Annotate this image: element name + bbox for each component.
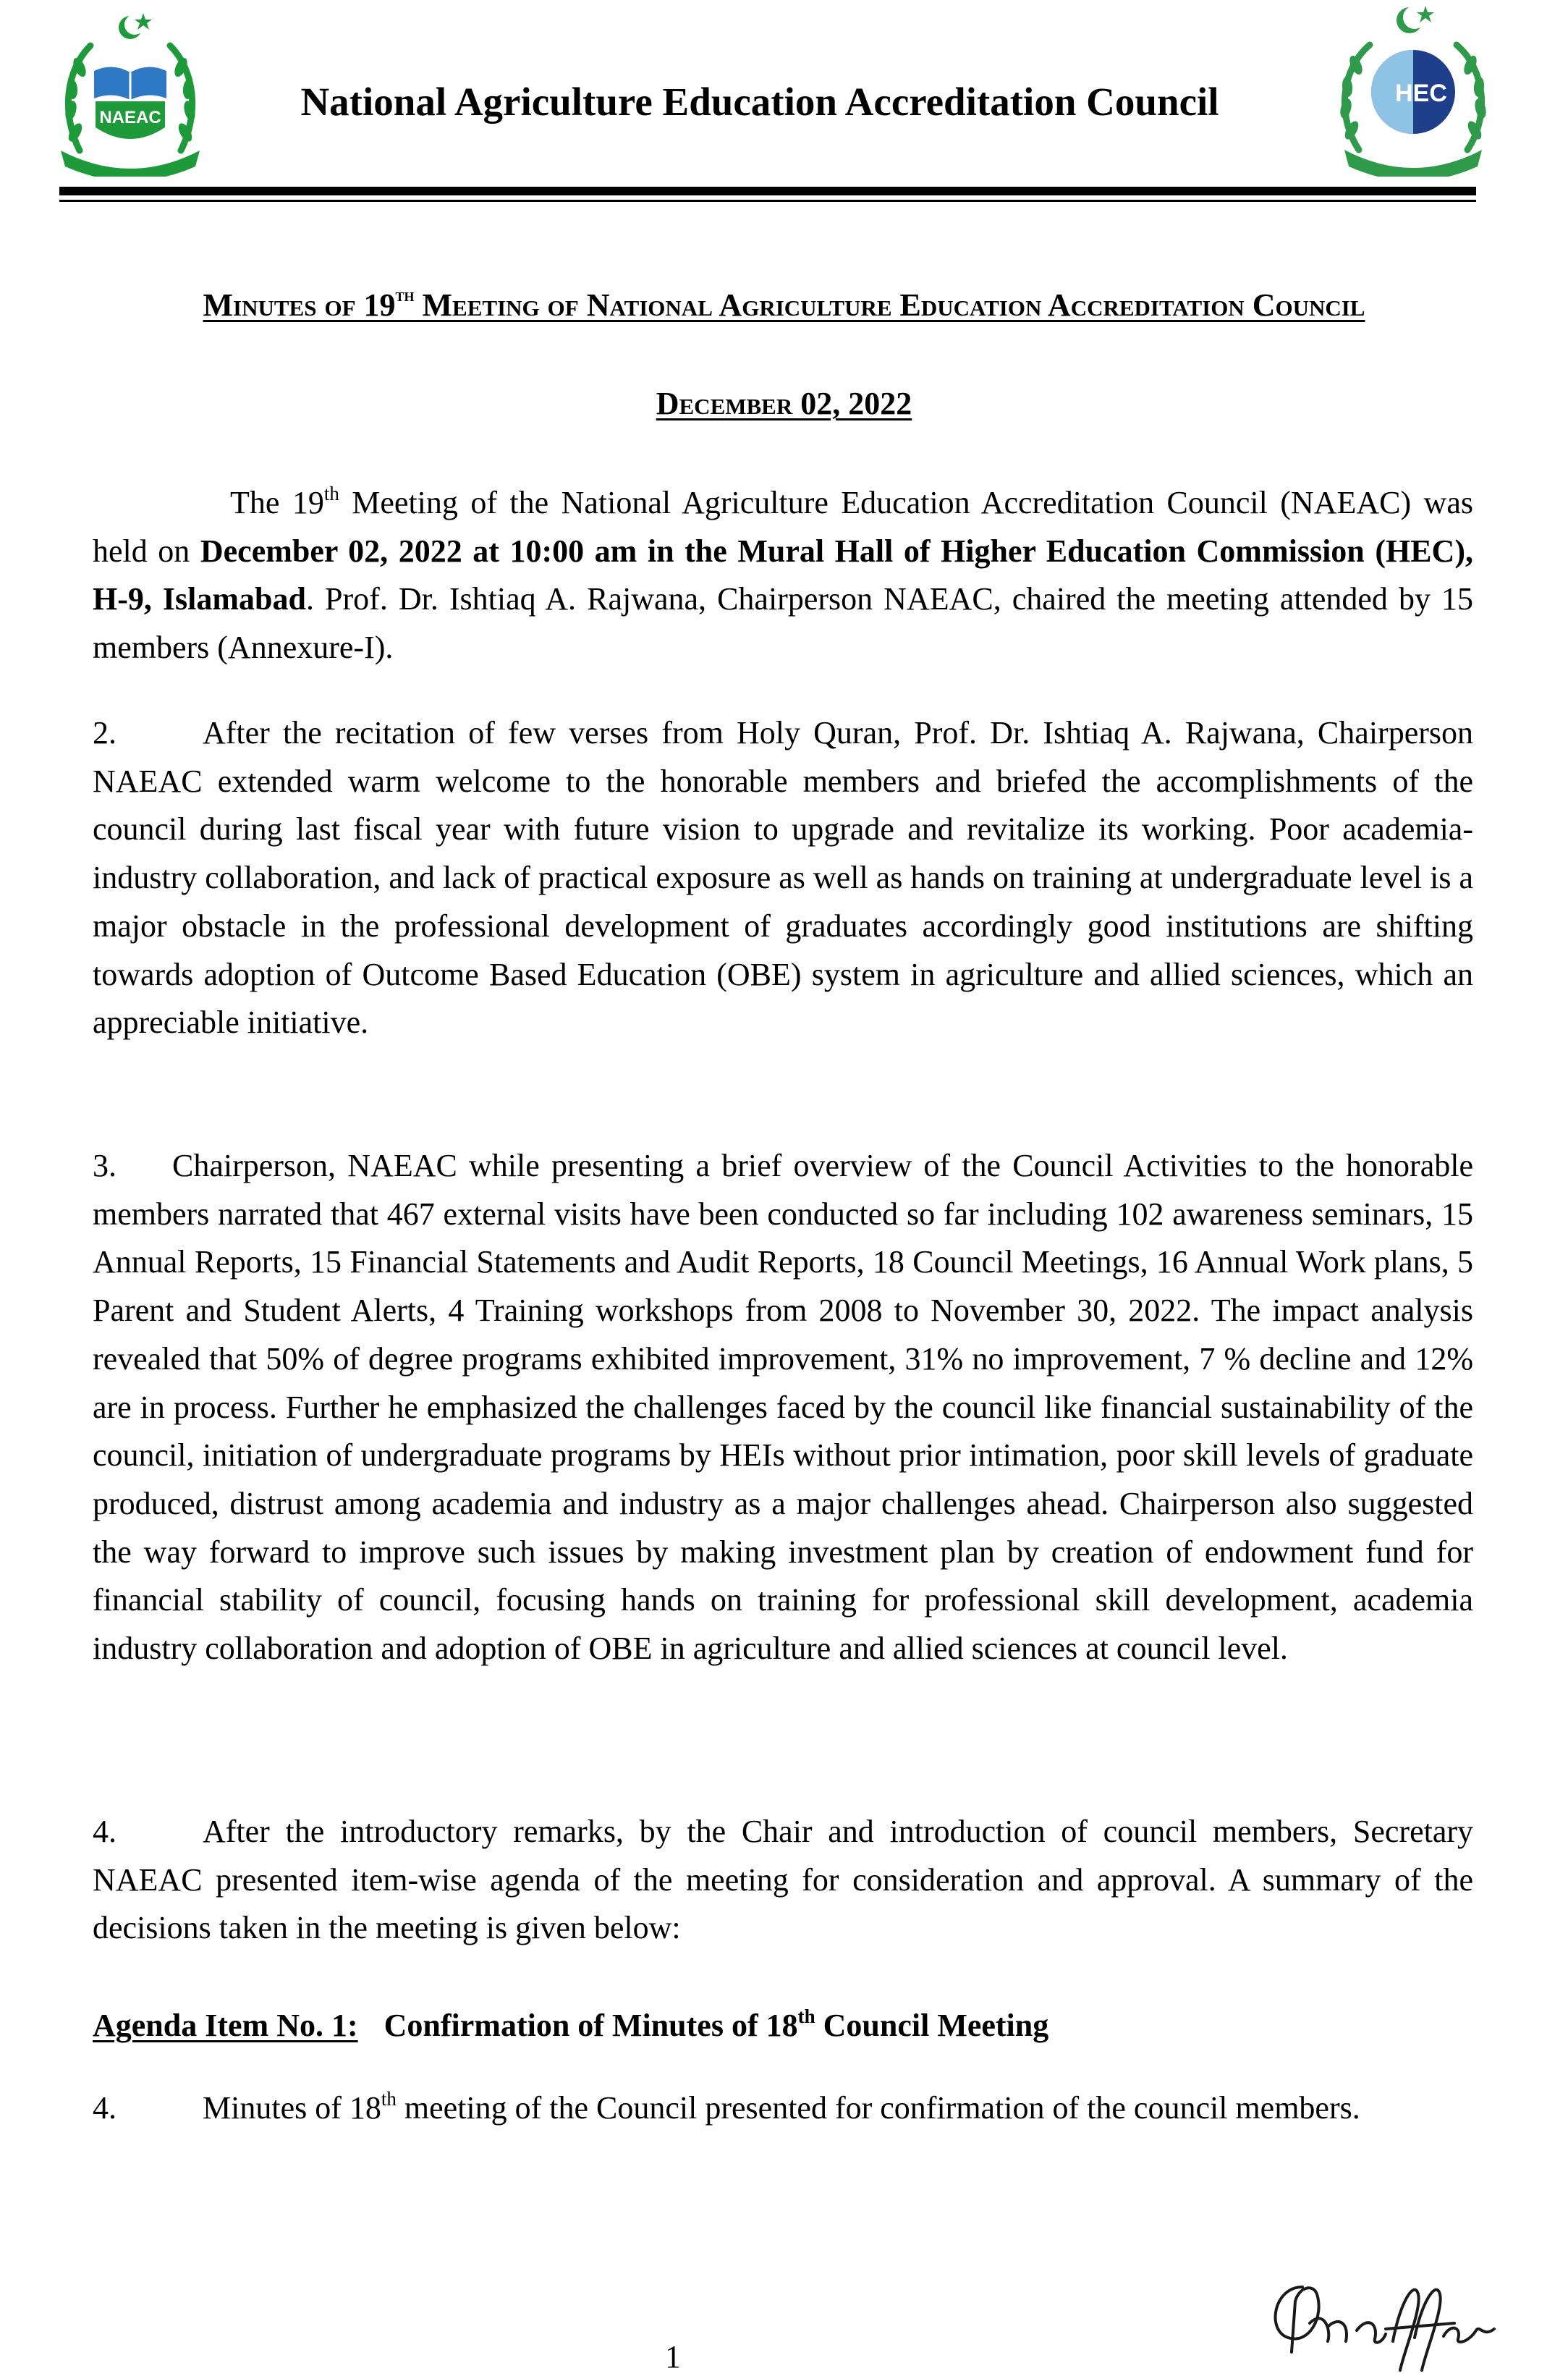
header-rule-thick bbox=[59, 187, 1476, 195]
agenda-item-heading: Agenda Item No. 1: Confirmation of Minutes of 18th Council Meeting bbox=[93, 2005, 1049, 2043]
paragraph-number: 4. bbox=[93, 2090, 116, 2126]
paragraph-number: 4. bbox=[93, 1814, 116, 1849]
hec-logo-icon bbox=[1330, 1, 1496, 177]
paragraph-4: 4. After the introductory remarks, by the Chair and introduction of council members, Secretary NAEAC presented item-wise agenda of the meeting for consideration and approval. A summary of the decisions taken in the meeting is given below: bbox=[93, 1808, 1473, 1953]
paragraph-3: 3. Chairperson, NAEAC while presenting a brief overview of the Council Activities to the honorable members narrated that 467 external visits have been conducted so far including 102 awareness seminars, 15 Annual Reports, 15 Financial Statements and Audit Reports, 18 Council Meetings, 16 Annual Work plans, 5 Parent and Student Alerts, 4 Training workshops from 2008 to November 30, 2022. The impact analysis revealed that 50% of degree programs exhibited improvement, 31% no improvement, 7 % decline and 12% are in process. Further he emphasized the challenges faced by the council like financial sustainability of the council, initiation of undergraduate programs by HEIs without prior intimation, poor skill levels of graduate produced, distrust among academia and industry as a major challenges ahead. Chairperson also suggested the way forward to improve such issues by making investment plan by creation of endowment fund for financial stability of council, focusing hands on training for professional skill development, academia industry collaboration and adoption of OBE in agriculture and allied sciences at council level. bbox=[93, 1142, 1473, 1673]
council-title: National Agriculture Education Accreditation Council bbox=[300, 80, 1219, 124]
agenda-item-label: Agenda Item No. 1: bbox=[93, 2008, 358, 2043]
naeac-logo-lettering: NAEAC bbox=[99, 108, 161, 127]
paragraph-5: 4. Minutes of 18th meeting of the Council presented for confirmation of the council members. bbox=[93, 2084, 1473, 2133]
minutes-title: Minutes of 19th Meeting of National Agriculture Education Accreditation Council bbox=[203, 284, 1365, 323]
handwritten-signature-icon bbox=[1259, 2273, 1498, 2374]
paragraph-number: 2. bbox=[93, 715, 116, 751]
hec-logo-lettering: HEC bbox=[1395, 80, 1447, 107]
paragraph-number: 3. bbox=[93, 1148, 116, 1183]
page-number: 1 bbox=[665, 2339, 681, 2375]
meeting-date: December 02, 2022 bbox=[656, 386, 912, 421]
header-rule-thin bbox=[59, 200, 1476, 202]
paragraph-2: 2. After the recitation of few verses from Holy Quran, Prof. Dr. Ishtiaq A. Rajwana, Chairperson NAEAC extended warm welcome to the honorable members and briefed the accomplishments of the council during last fiscal year with future vision to upgrade and revitalize its working. Poor academia-industry collaboration, and lack of practical exposure as well as hands on training at undergraduate level is a major obstacle in the professional development of graduates accordingly good institutions are shifting towards adoption of Outcome Based Education (OBE) system in agriculture and allied sciences, which an appreciable initiative. bbox=[93, 709, 1473, 1047]
naeac-logo-icon bbox=[51, 6, 210, 177]
paragraph-1: The 19th Meeting of the National Agriculture Education Accreditation Council (NAEAC) was held on December 02, 2022 at 10:00 am in the Mural Hall of Higher Education Commission (HEC), H-9, Islamabad. Prof. Dr. Ishtiaq A. Rajwana, Chairperson NAEAC, chaired the meeting attended by 15 members (Annexure-I). bbox=[93, 483, 1473, 666]
